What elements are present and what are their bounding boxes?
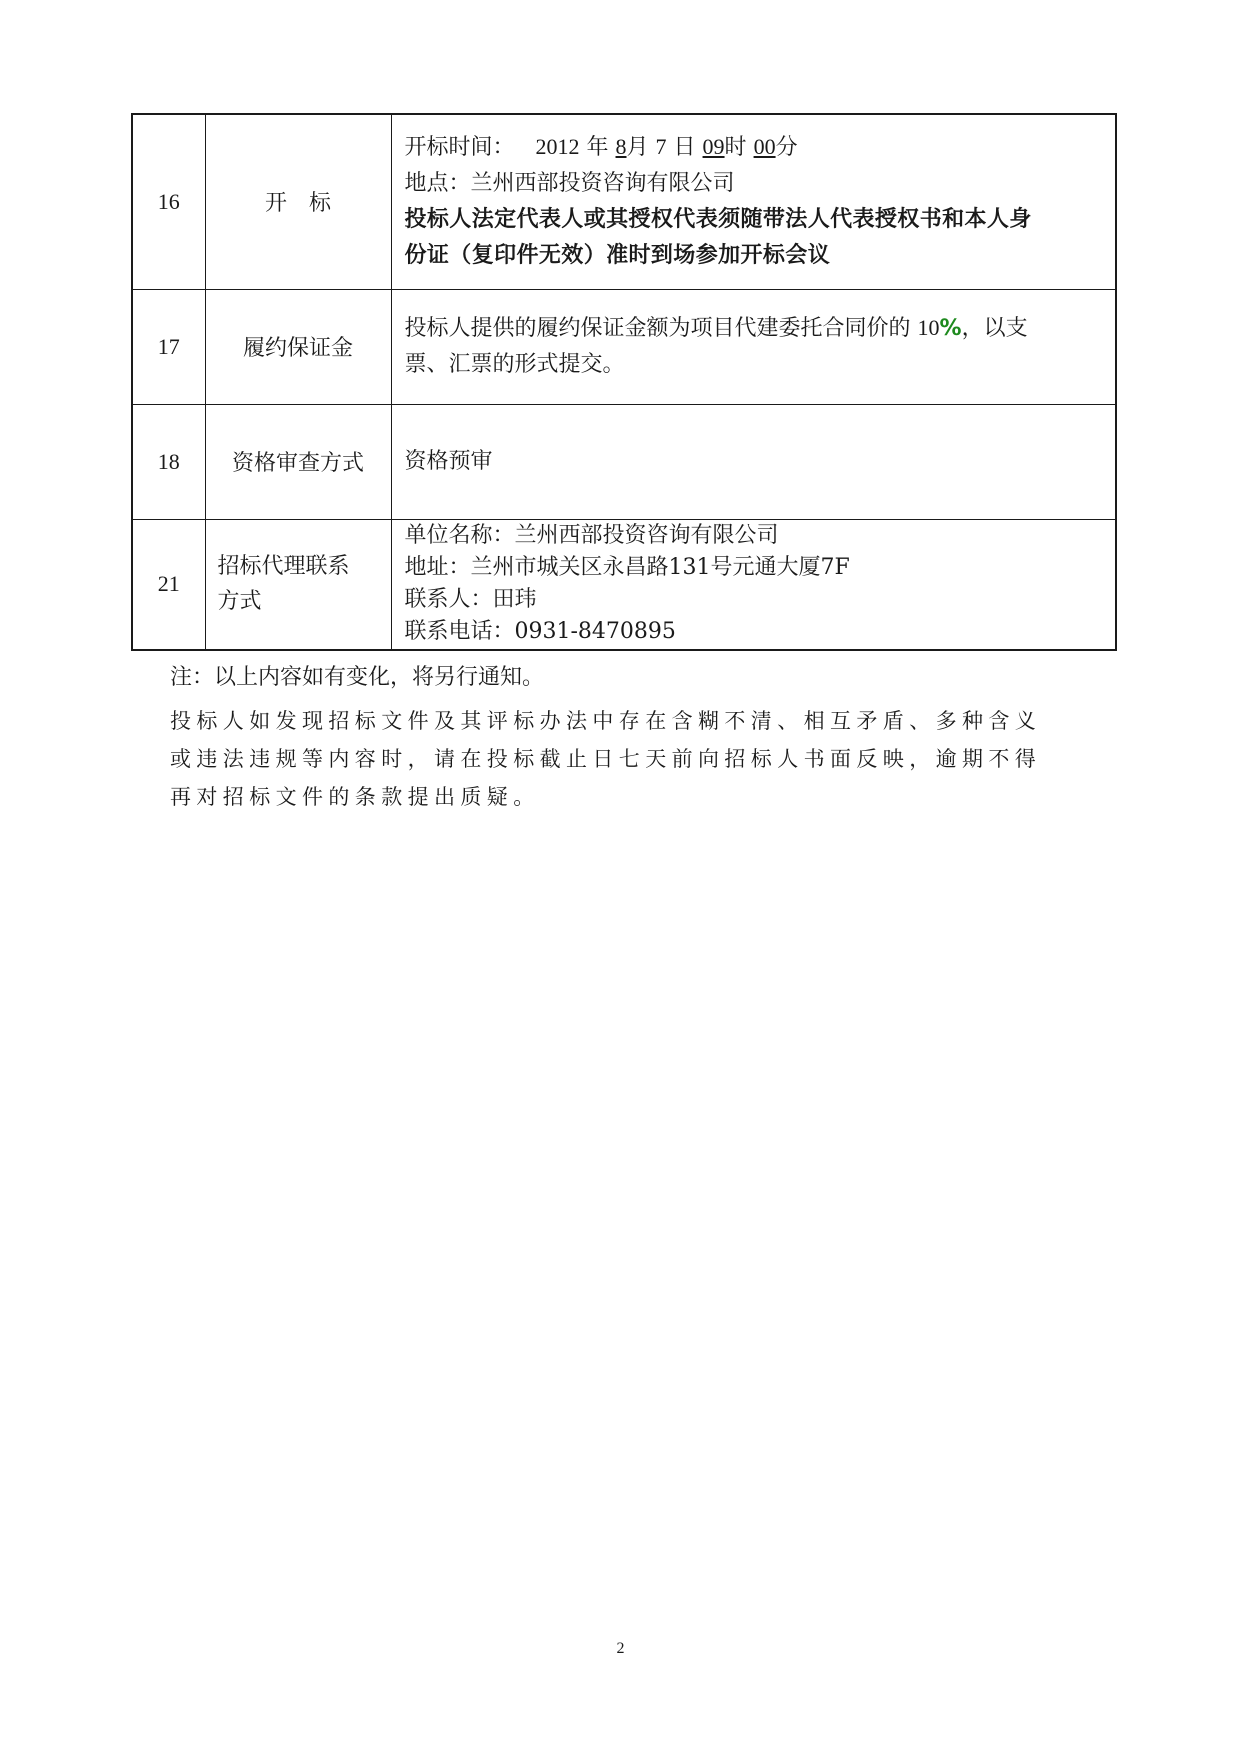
row-content [391,519,1116,650]
table-row [132,114,1116,289]
bond-line2: 票、汇票的形式提交。 [404,352,625,377]
objection-note-line2: 或违法违规等内容时，请在投标截止日七天前向招标人书面反映，逾期不得 [170,747,1042,771]
opening-day: 7 [655,134,667,160]
opening-location: 地点：兰州西部投资咨询有限公司 [404,171,735,197]
row-title [205,114,391,289]
row-number: 16 [132,114,205,289]
opening-time-label: 开标时间： [404,135,515,161]
notes-section [170,660,1090,816]
row-number: 21 [132,519,205,650]
opening-year-unit: 年 [586,135,609,161]
row-number: 18 [132,404,205,519]
opening-time [405,129,1106,166]
table-row [132,519,1116,650]
bid-info-table [131,113,1117,651]
opening-year: 2012 [535,134,580,160]
opening-hour-unit: 时 [724,135,747,161]
bond-line1 [405,310,1106,347]
table-row [132,404,1116,519]
row-title-text: 开 标 [264,191,331,217]
agency-phone: 联系电话：0931-8470895 [404,619,676,645]
objection-note-line3: 再对招标文件的条款提出质疑。 [170,785,540,809]
row-title: 资格审查方式 [205,404,391,519]
opening-day-unit: 日 [673,135,696,161]
agency-address: 地址：兰州市城关区永昌路131号元通大厦7F [404,555,850,581]
change-note: 注：以上内容如有变化，将另行通知。 [170,665,545,690]
agency-unit: 单位名称：兰州西部投资咨询有限公司 [404,523,779,549]
opening-notice-line2: 份证（复印件无效）准时到场参加开标会议 [404,243,831,269]
opening-month: 8 [615,134,627,160]
row-title-line2: 方式 [217,589,262,615]
page-number: 2 [616,1640,625,1657]
row-number: 17 [132,289,205,404]
opening-month-unit: 月 [626,135,649,161]
opening-minute-unit: 分 [775,135,798,161]
percent-sign: % [939,316,962,341]
opening-hour: 09 [702,134,725,160]
row-title-line1: 招标代理联系 [217,554,350,580]
row-title [205,519,391,650]
agency-contact: 联系人：田玮 [404,587,537,613]
table-row [132,289,1116,404]
objection-note-line1: 投标人如发现招标文件及其评标办法中存在含糊不清、相互矛盾、多种含义 [170,709,1042,733]
opening-notice-line1: 投标人法定代表人或其授权代表须随带法人代表授权书和本人身 [404,207,1032,233]
bond-percent-value: 10 [917,315,940,340]
row-title: 履约保证金 [205,289,391,404]
objection-note [170,702,1090,816]
row-content [391,289,1116,404]
bond-text-tail: ，以支 [961,316,1028,341]
bond-text: 投标人提供的履约保证金额为项目代建委托合同价的 [404,316,911,341]
row-content: 资格预审 [391,404,1116,519]
row-content [391,114,1116,289]
opening-minute: 00 [753,134,776,160]
